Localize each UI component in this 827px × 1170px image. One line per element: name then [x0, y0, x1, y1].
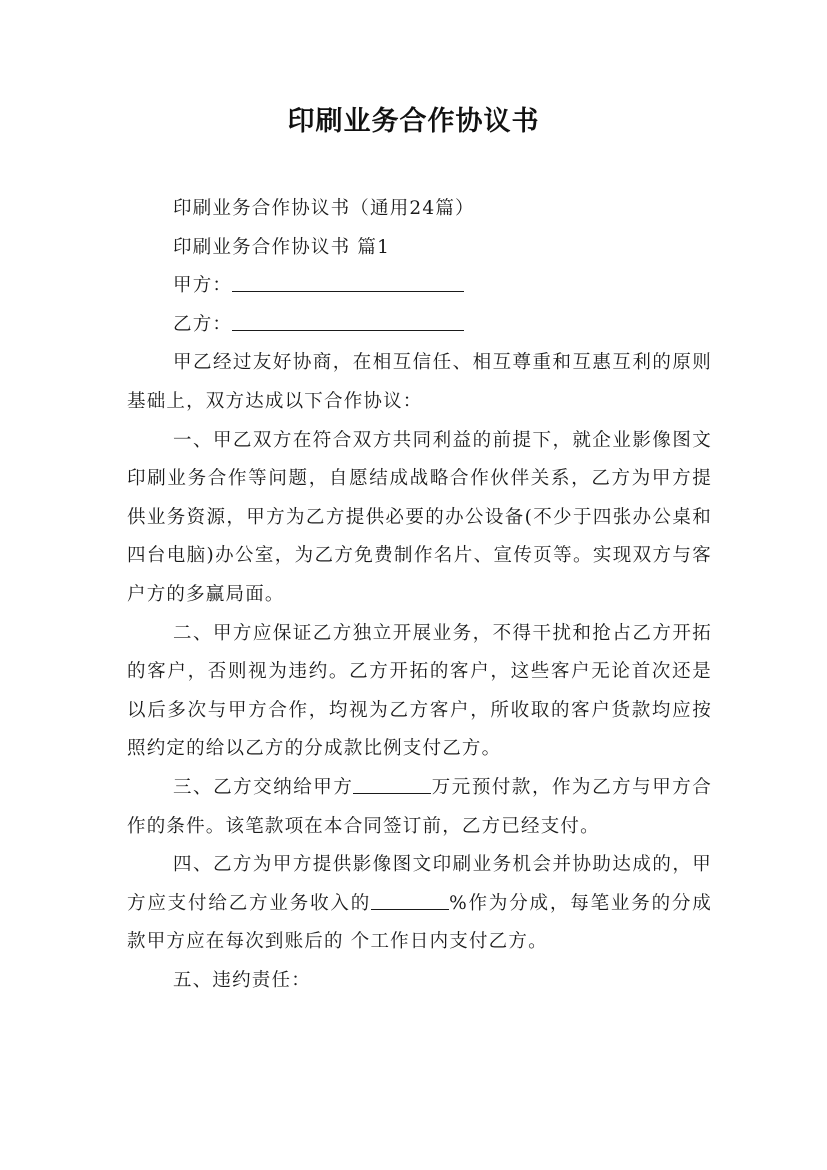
party-a-label: 甲方： — [173, 275, 233, 297]
clause-4-text-a: 四、乙方为甲方提供影像图文印刷业务机会并协助达成的，甲方应支付给乙方业务收入的 — [127, 854, 712, 914]
clause-2: 二、甲方应保证乙方独立开展业务，不得干扰和抢占乙方开拓的客户，否则视为违约。乙方开拓的客户，这些客户无论首次还是以后多次与甲方合作，均视为乙方客户，所收取的客户货款均应按照约定的给以乙方的分成款比例支付乙方。 — [127, 622, 712, 760]
clause-1: 一、甲乙双方在符合双方共同利益的前提下，就企业影像图文印刷业务合作等问题，自愿结成战略合作伙伴关系，乙方为甲方提供业务资源，甲方为乙方提供必要的办公设备(不少于四张办公桌和四台电脑)办公室，为乙方免费制作名片、宣传页等。实现双方与客户方的多赢局面。 — [127, 429, 712, 605]
clause-4 — [127, 846, 712, 962]
clause-3-text-b: 万元预付款，作为乙方与甲方合作的条件。该笔款项在本合同签订前，乙方已经支付。 — [127, 776, 712, 837]
clause-5: 五、违约责任： — [173, 969, 311, 991]
document-title: 印刷业务合作协议书 — [287, 106, 540, 137]
party-a-line — [127, 267, 712, 306]
section-heading: 印刷业务合作协议书 篇1 — [173, 236, 391, 258]
party-a-blank — [232, 271, 464, 292]
party-b-label: 乙方： — [173, 313, 233, 335]
prepayment-amount-blank — [353, 773, 431, 794]
intro-paragraph: 甲乙经过友好协商，在相互信任、相互尊重和互惠互利的原则基础上，双方达成以下合作协议： — [127, 352, 712, 412]
commission-percent-blank — [371, 889, 449, 910]
party-b-line — [127, 306, 712, 345]
party-b-blank — [232, 310, 464, 331]
clause-3 — [127, 769, 712, 846]
document-body — [127, 190, 712, 1000]
clause-3-text-a: 三、乙方交纳给甲方 — [173, 776, 354, 798]
clause-4-text-b: %作为分成，每笔业务的分成款甲方应在每次到账后的 个工作日内支付乙方。 — [127, 892, 712, 953]
document-subtitle: 印刷业务合作协议书（通用24篇） — [173, 198, 475, 219]
